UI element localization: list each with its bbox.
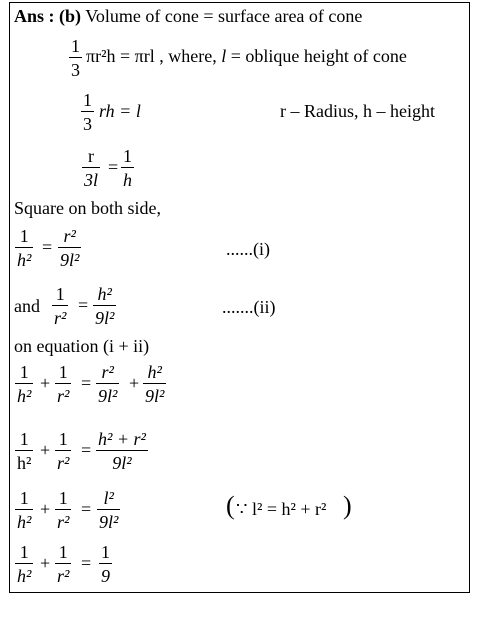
eq9-c-denominator: 9 [101,566,110,586]
eq2-denominator: 3 [83,114,92,134]
eq5-rhs-numerator: h² [97,284,112,304]
eq9-c-numerator: 1 [101,542,110,562]
eq7-b-fraction [55,430,71,472]
eq7-c-denominator: 9l² [112,453,132,473]
equals-sign: = [78,295,89,315]
eq8-c-numerator: l² [103,488,114,508]
on-equation-text: on equation (i + ii) [14,336,150,356]
eq8-b-denominator: r² [57,512,70,532]
eq9-a-numerator: 1 [19,542,29,562]
answer-heading [14,7,362,25]
eq2-note: r – Radius, h – height [280,101,435,121]
eq3-rhs-denominator: h [123,170,132,190]
eq5-lhs-fraction [52,285,68,327]
equals-sign: = [81,553,92,573]
equals-sign: = [42,237,53,257]
eq9-a-fraction [15,543,33,585]
eq3-rhs-numerator: 1 [123,146,132,166]
eq5-lhs-denominator: r² [54,308,67,328]
eq8-a-numerator: 1 [19,488,29,508]
eq8-a-denominator: h² [17,512,32,532]
plus-sign: + [40,440,51,460]
answer-statement: Volume of cone = surface area of cone [85,6,363,26]
eq1-denominator: 3 [71,60,80,80]
eq1-numerator: 1 [71,36,80,56]
eq4-tag: ......(i) [226,239,270,259]
eq9-c-fraction [99,543,112,585]
eq6-a-numerator: 1 [19,362,29,382]
eq7-c-fraction [96,430,148,472]
answer-label: Ans : (b) [14,6,82,26]
eq5-rhs-denominator: 9l² [95,308,115,328]
eq6-b-fraction [55,363,71,405]
eq1-definition: = oblique height of cone [230,46,407,66]
equals-sign: = [81,499,92,519]
eq6-b-denominator: r² [57,386,70,406]
eq4-lhs-numerator: 1 [19,226,29,246]
eq7-a-fraction [15,430,33,472]
eq4-rhs-fraction [58,227,81,269]
eq4-rhs-denominator: 9l² [60,250,80,270]
eq6-d-fraction [143,363,166,405]
equals-sign: = [81,440,92,460]
eq4-lhs-fraction [15,227,33,269]
eq1-where: where, [168,46,217,66]
eq5-lhs-numerator: 1 [55,284,65,304]
eq8-a-fraction [15,489,33,531]
eq2-fraction [81,91,94,133]
eq1-expression: πr²h = πrl , [86,46,164,66]
eq6-c-denominator: 9l² [98,386,118,406]
eq6-d-numerator: h² [147,362,162,382]
eq9-b-fraction [55,543,71,585]
eq6-b-numerator: 1 [58,362,68,382]
eq9-b-denominator: r² [57,566,70,586]
eq4-lhs-denominator: h² [17,250,32,270]
plus-sign: + [129,373,140,393]
left-paren: ( [226,491,235,520]
eq5-rhs-fraction [93,285,116,327]
eq8-c-fraction [97,489,120,531]
eq6-c-numerator: r² [101,362,114,382]
plus-sign: + [40,373,51,393]
eq7-c-numerator: h² + r² [98,429,146,449]
plus-sign: + [40,553,51,573]
eq7-a-denominator: h² [17,453,32,473]
eq6-a-denominator: h² [17,386,32,406]
eq5-and: and [14,296,40,316]
right-paren: ) [343,491,352,520]
eq7-b-numerator: 1 [58,429,68,449]
eq6-a-fraction [15,363,33,405]
eq8-b-fraction [55,489,71,531]
eq7-b-denominator: r² [57,453,70,473]
eq9-b-numerator: 1 [58,542,68,562]
eq9-a-denominator: h² [17,566,32,586]
eq8-c-denominator: 9l² [99,512,119,532]
eq1-fraction [69,37,82,79]
eq6-c-fraction [96,363,119,405]
eq3-lhs-denominator: 3l [84,170,99,190]
eq8-b-numerator: 1 [58,488,68,508]
equals-sign: = [108,157,119,177]
eq6-d-denominator: 9l² [145,386,165,406]
eq2-numerator: 1 [83,90,92,110]
eq2-rest: rh = l [99,101,141,121]
eq3-lhs-numerator: r [88,146,94,166]
equals-sign: = [81,373,92,393]
eq4-rhs-numerator: r² [63,226,76,246]
eq1-l-symbol: l [221,46,227,66]
because-note: ∵ l² = h² + r² [236,499,327,519]
eq1-rest [86,47,407,65]
eq3-rhs-fraction [121,147,134,189]
eq7-a-numerator: 1 [19,429,29,449]
eq5-tag: .......(ii) [222,297,276,317]
square-text: Square on both side, [14,198,161,218]
plus-sign: + [40,499,51,519]
eq3-lhs-fraction [82,147,100,189]
